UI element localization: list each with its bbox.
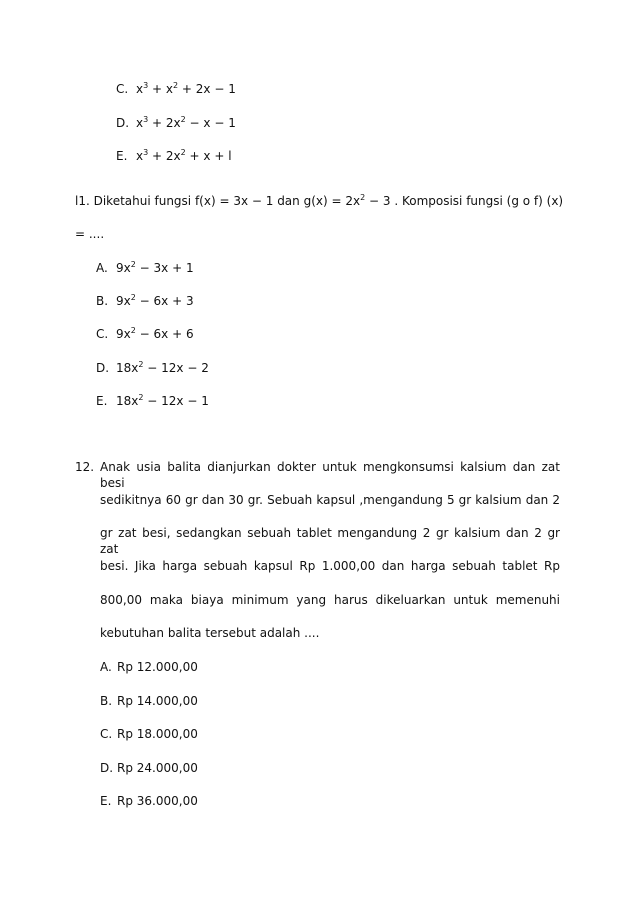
option-term: 18x [116, 394, 139, 408]
option-term: x [136, 149, 144, 163]
exponent: 2 [130, 293, 136, 302]
q11-option-d [96, 360, 209, 376]
q11-stem-line2: = .... [75, 227, 105, 241]
option-term: + x [148, 82, 173, 96]
exponent: 2 [180, 115, 186, 124]
exponent: 2 [130, 260, 136, 269]
prev-option-e [116, 148, 232, 164]
option-label: A. [96, 261, 108, 275]
exponent: 2 [180, 148, 186, 157]
q11-option-e [96, 393, 209, 409]
q12-option-d [100, 760, 198, 776]
exponent: 2 [138, 360, 144, 369]
q12-option-e [100, 793, 198, 809]
option-text: Rp 18.000,00 [117, 727, 198, 741]
q12-option-b [100, 693, 198, 709]
exponent: 2 [173, 81, 179, 90]
option-term: − 12x − 2 [143, 361, 209, 375]
option-term: x [136, 82, 144, 96]
exponent: 2 [130, 326, 136, 335]
q12-stem-line: besi. Jika harga sebuah kapsul Rp 1.000,00 dan harga sebuah tablet Rp [100, 559, 560, 573]
q12-stem-line: 800,00 maka biaya minimum yang harus dikeluarkan untuk memenuhi [100, 593, 560, 607]
q12-stem-line: gr zat besi, sedangkan sebuah tablet mengandung 2 gr kalsium dan 2 gr zat [100, 526, 560, 556]
option-term: 9x [116, 294, 131, 308]
option-term: − 6x + 3 [135, 294, 194, 308]
option-label: C. [100, 727, 113, 741]
option-term: − 12x − 1 [143, 394, 209, 408]
option-label: B. [100, 694, 113, 708]
option-label: D. [116, 116, 130, 130]
option-term: − 3x + 1 [135, 261, 194, 275]
option-label: E. [100, 794, 112, 808]
q11-stem-text: l1. Diketahui fungsi f(x) = 3x − 1 dan g(x) = 2x [75, 194, 361, 208]
option-term: − 6x + 6 [135, 327, 194, 341]
option-text: Rp 12.000,00 [117, 660, 198, 674]
option-label: E. [96, 394, 108, 408]
option-term: − x − 1 [185, 116, 236, 130]
q12-stem-line: kebutuhan balita tersebut adalah .... [100, 626, 320, 640]
q11-stem-line1 [75, 193, 564, 209]
option-label: C. [96, 327, 109, 341]
q12-option-c [100, 726, 198, 742]
option-label: B. [96, 294, 109, 308]
q11-option-a [96, 260, 194, 276]
q12-option-a [100, 659, 198, 675]
option-term: 18x [116, 361, 139, 375]
q11-option-b [96, 293, 194, 309]
option-label: D. [100, 761, 114, 775]
option-term: + 2x [148, 149, 181, 163]
q12-number: 12. [75, 460, 95, 474]
prev-option-c [116, 81, 236, 97]
option-term: x [136, 116, 144, 130]
exponent: 2 [138, 393, 144, 402]
option-term: 9x [116, 261, 131, 275]
option-term: 9x [116, 327, 131, 341]
option-label: A. [100, 660, 112, 674]
q12-stem-line: Anak usia balita dianjurkan dokter untuk mengkonsumsi kalsium dan zat besi [100, 460, 560, 490]
exponent: 3 [143, 115, 149, 124]
option-label: E. [116, 149, 128, 163]
option-term: + x + l [185, 149, 232, 163]
option-term: + 2x [148, 116, 181, 130]
option-label: C. [116, 82, 129, 96]
option-text: Rp 24.000,00 [117, 761, 198, 775]
option-text: Rp 36.000,00 [117, 794, 198, 808]
option-label: D. [96, 361, 110, 375]
q11-stem-text: − 3 . Komposisi fungsi (g o f) (x) [365, 194, 564, 208]
option-term: + 2x − 1 [178, 82, 236, 96]
option-text: Rp 14.000,00 [117, 694, 198, 708]
exponent: 3 [143, 81, 149, 90]
exponent: 3 [143, 148, 149, 157]
exponent: 2 [360, 193, 366, 202]
q11-option-c [96, 326, 194, 342]
prev-option-d [116, 115, 236, 131]
q12-stem-line: sedikitnya 60 gr dan 30 gr. Sebuah kapsul ,mengandung 5 gr kalsium dan 2 [100, 493, 560, 507]
